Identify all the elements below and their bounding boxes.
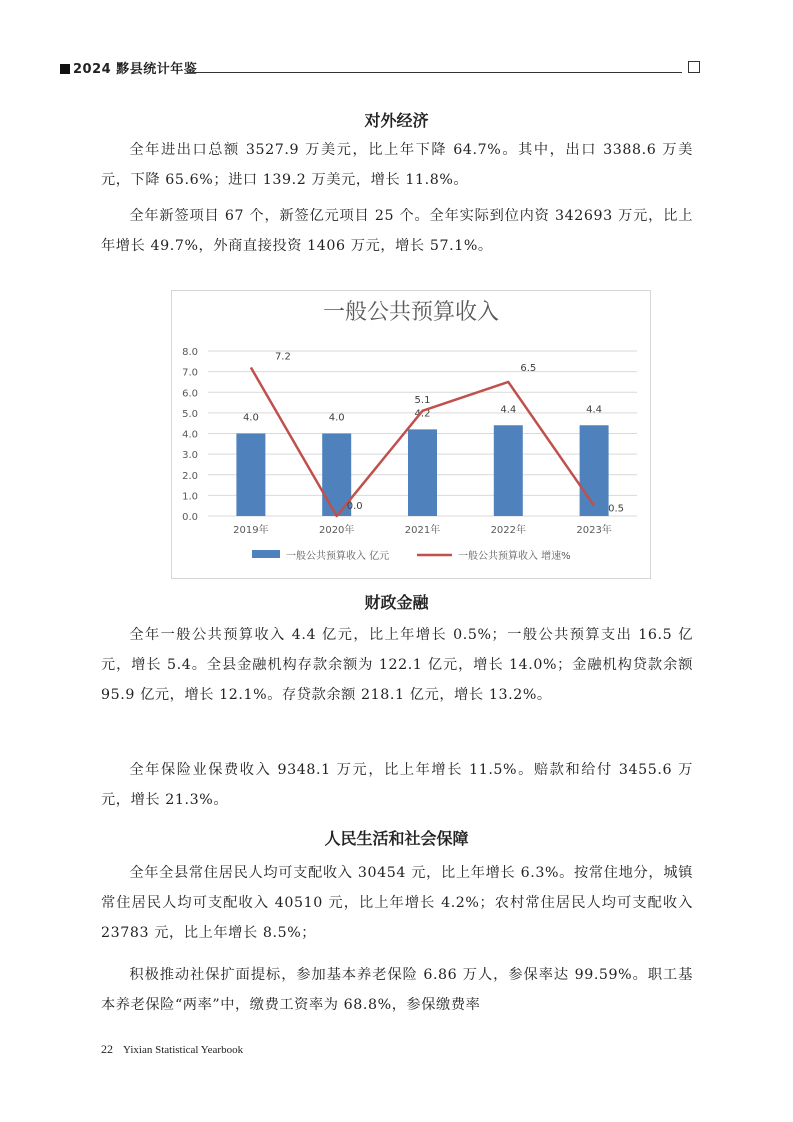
bar-data-label: 4.0 xyxy=(242,412,259,424)
line-data-label: 7.2 xyxy=(274,351,291,363)
y-tick-label: 6.0 xyxy=(182,388,198,400)
running-header xyxy=(60,58,700,76)
legend-label-bar: 一般公共预算收入 亿元 xyxy=(286,551,390,562)
bar-data-label: 4.4 xyxy=(586,404,603,416)
y-tick-label: 8.0 xyxy=(182,347,198,358)
bar-data-label: 4.2 xyxy=(414,408,431,420)
x-tick-label: 2023年 xyxy=(576,525,612,536)
y-tick-label: 1.0 xyxy=(182,491,198,503)
line-data-label: 5.1 xyxy=(414,394,431,406)
paragraph-investment: 全年新签项目 67 个，新签亿元项目 25 个。全年实际到位内资 342693 万元，比上年增长 49.7%，外商直接投资 1406 万元，增长 57.1%。 xyxy=(101,208,693,254)
header-title xyxy=(60,58,197,77)
paragraph-trade: 全年进出口总额 3527.9 万美元，比上年下降 64.7%。其中，出口 3388.6 万美元，下降 65.6%；进口 139.2 万美元，增长 11.8%。 xyxy=(101,142,693,188)
publication-name: Yixian Statistical Yearbook xyxy=(123,1044,244,1056)
paragraph-insurance: 全年保险业保费收入 9348.1 万元，比上年增长 11.5%。赔款和给付 3455.6 万元，增长 21.3%。 xyxy=(101,762,693,808)
header-box-icon xyxy=(688,61,700,73)
page-number: 22 xyxy=(101,1042,113,1056)
bar xyxy=(408,429,437,516)
legend-label-line: 一般公共预算收入 增速% xyxy=(458,551,571,562)
section-heading-finance: 财政金融 xyxy=(364,593,429,612)
line-data-label: 0.0 xyxy=(346,501,363,512)
bar-data-label: 4.0 xyxy=(328,412,345,424)
chart-title: 一般公共预算收入 xyxy=(322,300,500,325)
line-data-label: 6.5 xyxy=(520,362,537,374)
x-tick-label: 2020年 xyxy=(318,525,355,536)
y-tick-label: 4.0 xyxy=(182,429,198,441)
bar-data-label: 4.4 xyxy=(500,404,517,416)
paragraph-budget-banking: 全年一般公共预算收入 4.4 亿元，比上年增长 0.5%；一般公共预算支出 16.5 亿元，增长 5.4。全县金融机构存款余额为 122.1 亿元，增长 14.0%；金融机构贷款余额 95.9 亿元，增长 12.1%。存贷款余额 218.1 亿元，增长 13.2%。 xyxy=(101,627,693,703)
header-rule xyxy=(188,72,682,73)
bar xyxy=(236,434,265,517)
y-tick-label: 5.0 xyxy=(182,408,198,420)
x-tick-label: 2022年 xyxy=(490,525,527,536)
paragraph-social-security: 积极推动社保扩面提标，参加基本养老保险 6.86 万人，参保率达 99.59%。职工基本养老保险“两率”中，缴费工资率为 68.8%，参保缴费率 xyxy=(101,967,693,1013)
x-tick-label: 2019年 xyxy=(233,525,269,536)
section-heading-livelihood: 人民生活和社会保障 xyxy=(324,829,469,848)
line-data-label: 0.5 xyxy=(608,503,625,515)
legend-swatch-bar xyxy=(252,550,280,558)
section-heading-foreign-economy: 对外经济 xyxy=(364,111,429,130)
bar xyxy=(494,425,523,516)
page-footer xyxy=(101,1042,243,1057)
budget-revenue-chart xyxy=(171,290,651,579)
chart-canvas xyxy=(172,291,650,578)
y-tick-label: 2.0 xyxy=(182,470,198,482)
y-tick-label: 0.0 xyxy=(182,512,198,523)
header-title-text: 2024 黟县统计年鉴 xyxy=(73,62,198,77)
bar xyxy=(580,425,609,516)
x-tick-label: 2021年 xyxy=(404,525,441,536)
y-tick-label: 3.0 xyxy=(182,450,198,462)
paragraph-income: 全年全县常住居民人均可支配收入 30454 元，比上年增长 6.3%。按常住地分，城镇常住居民人均可支配收入 40510 元，比上年增长 4.2%；农村常住居民人均可支配收入 23783 元，比上年增长 8.5%； xyxy=(101,865,693,941)
square-bullet-icon xyxy=(60,64,70,74)
y-tick-label: 7.0 xyxy=(182,367,198,379)
